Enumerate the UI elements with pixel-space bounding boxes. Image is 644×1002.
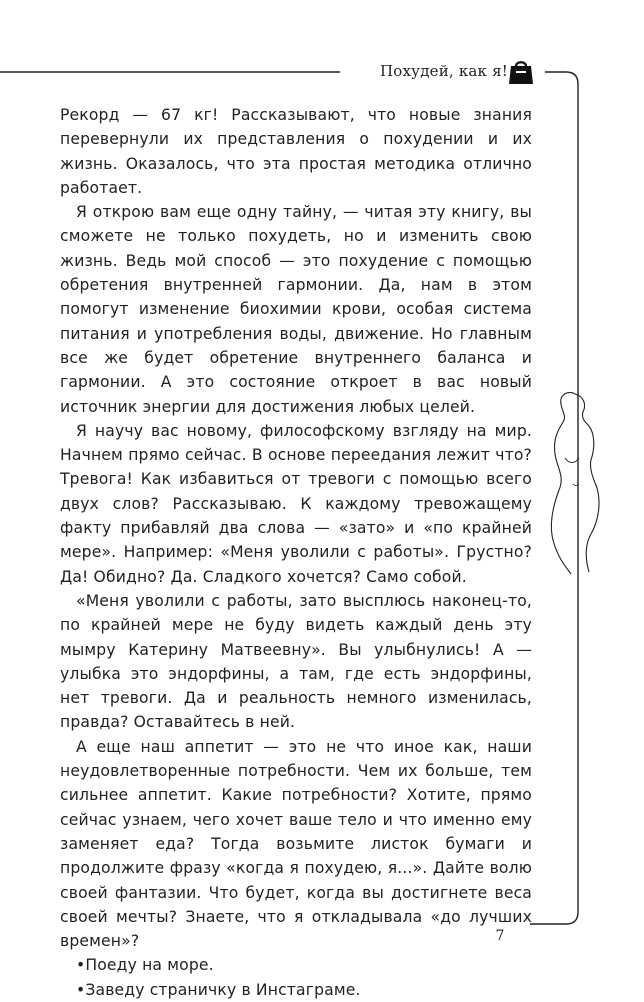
paragraph: Я научу вас новому, философскому взгляду на мир. Начнем прямо сейчас. В основе переедания лежит что? Тревога! Как избавиться от тревоги с помощью всего двух слов? Рассказываю. К каждому тревожащему факту прибавляй два слова — «зато» и «по крайней мере». Например: «Меня уволили с работы». Грустно? Да! Обидно? Да. Сладкого хочется? Само собой.: [60, 421, 532, 586]
paragraph: Я открою вам еще одну тайну, — читая эту книгу, вы сможете не только похудеть, но и изменить свою жизнь. Ведь мой способ — это похудение с помощью обретения внутренней гармонии. Да, нам в этом помогут изменение биохимии крови, особая система питания и употребления воды, движение. Но главным все же будет обретение внутреннего баланса и гармонии. А это состояние откроет в вас новый источник энергии для достижения любых целей.: [60, 203, 532, 416]
paragraph: «Меня уволили с работы, зато высплюсь наконец-то, по крайней мере не буду видеть каждый день эту мымру Катерину Матвеевну». Вы улыбнулись! А — улыбка это эндорфины, а там, где есть эндорфины, нет тревоги. Да и реальность немного изменилась, правда? Оставайтесь в ней.: [60, 591, 532, 732]
female-silhouette-illustration: [545, 388, 605, 578]
page-body-text: [60, 103, 532, 1002]
list-item: •Заведу страничку в Инстаграме.: [76, 980, 361, 999]
paragraph: Рекорд — 67 кг! Рассказывают, что новые знания перевернули их представления о похудении и их жизнь. Оказалось, что эта простая методика отлично работает.: [60, 106, 532, 197]
running-header-title: Похудей, как я!: [380, 62, 508, 80]
list-item: •Поеду на море.: [76, 956, 214, 975]
shopping-bag-icon: [508, 57, 534, 85]
page-number: 7: [495, 928, 505, 944]
bullet-list: [60, 953, 532, 1002]
paragraph: А еще наш аппетит — это не что иное как, наши неудовлетворенные потребности. Чем их больше, тем сильнее аппетит. Какие потребности? Хотите, прямо сейчас узнаем, чего хочет ваше тело и что именно ему заменяет еда? Тогда возьмите листок бумаги и продолжите фразу «когда я похудею, я...». Дайте волю своей фантазии. Что будет, когда вы достигнете веса своей мечты? Знаете, что я откладывала «до лучших времен»?: [60, 737, 532, 951]
